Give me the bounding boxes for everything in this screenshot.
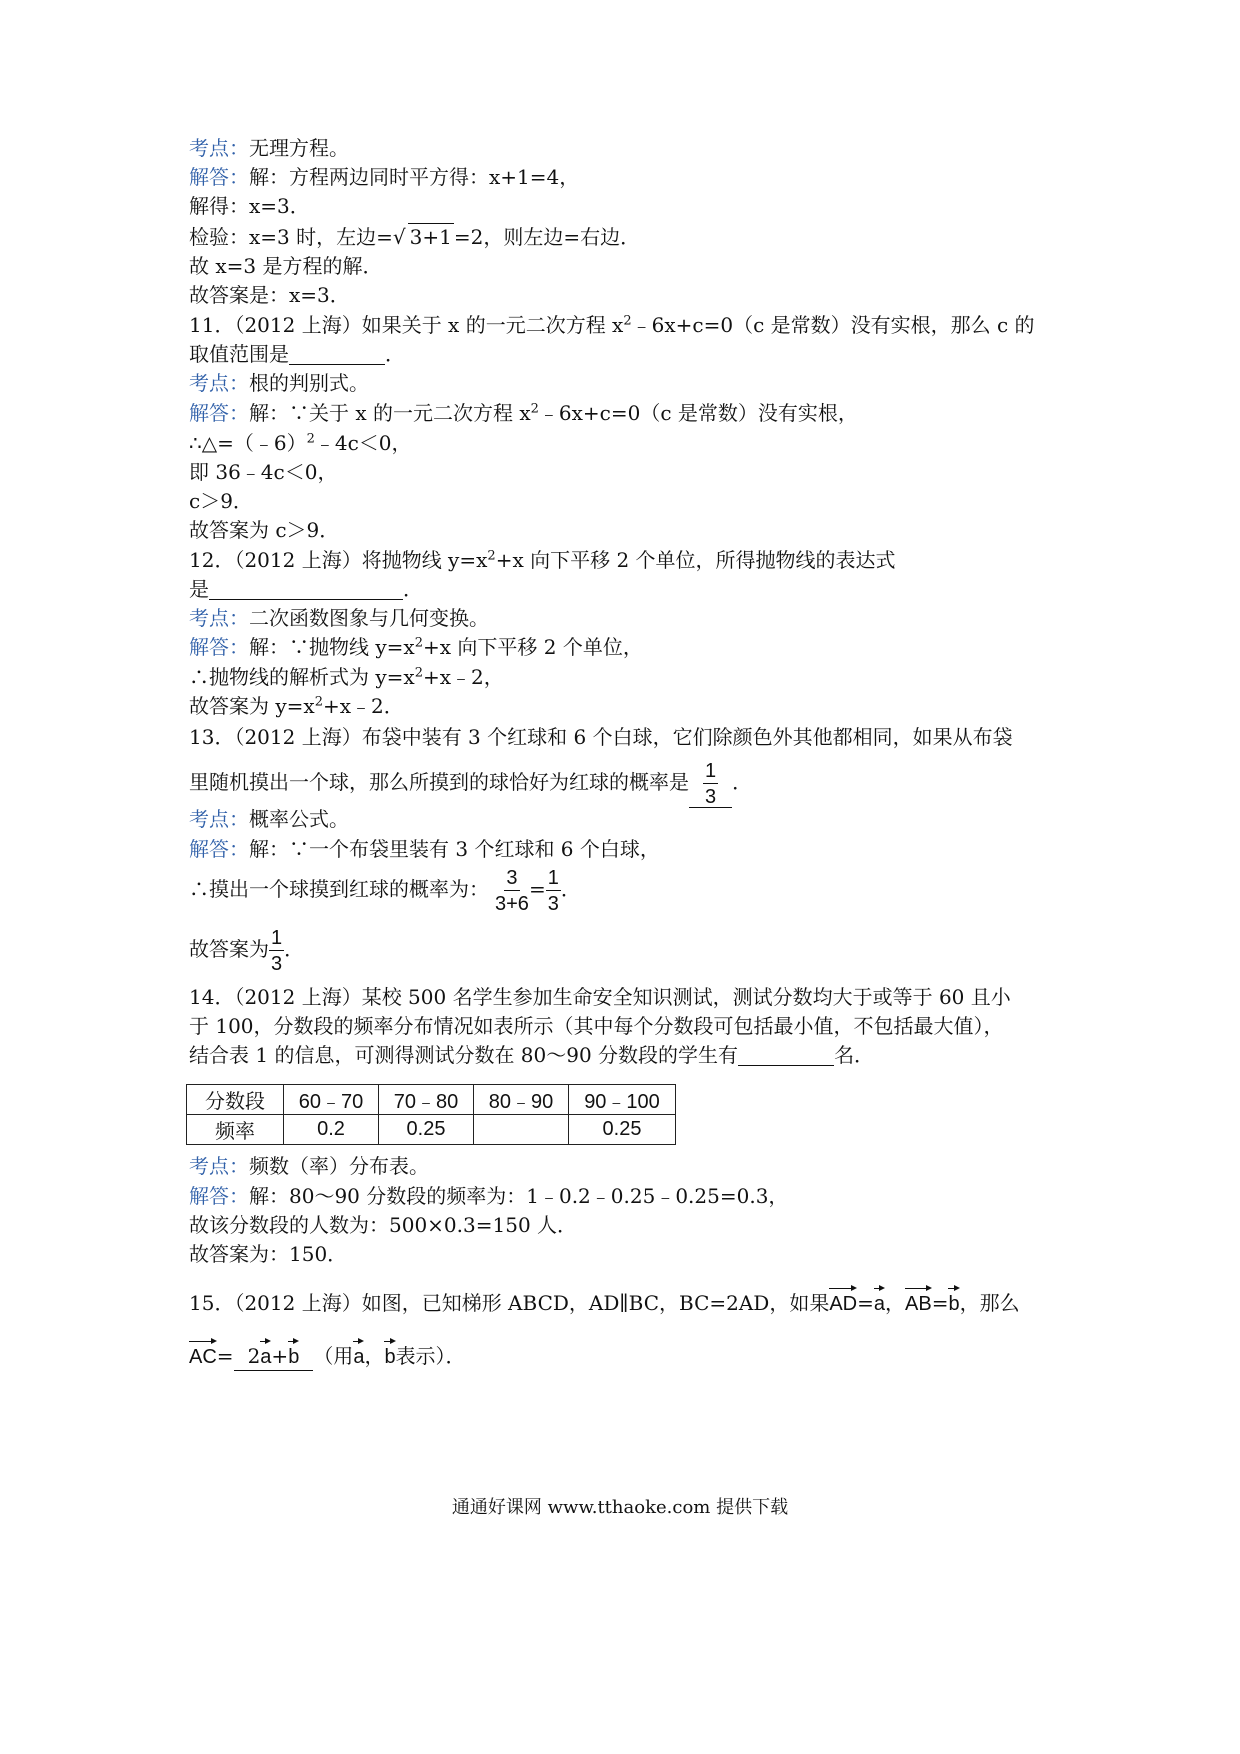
fraction: $\frac{1}{3}$ bbox=[547, 866, 559, 915]
line-result: c＞9． bbox=[189, 489, 253, 513]
vector-ad: AD bbox=[829, 1293, 858, 1315]
vector-a: a bbox=[873, 1293, 886, 1315]
vector-b: b bbox=[948, 1293, 960, 1315]
table-header-cell: 80﹣90 bbox=[474, 1085, 569, 1115]
table-cell: 0.2 bbox=[284, 1115, 379, 1145]
question-12-cont: 是 ． bbox=[189, 577, 423, 601]
question-14-cont1: 于 100，分数段的频率分布情况如表所示（其中每个分数段可包括最小值，不包括最大值）， bbox=[189, 1014, 1004, 1038]
line-kaodian-12: 考点：二次函数图象与几何变换。 bbox=[189, 606, 489, 630]
label-jieda: 解答： bbox=[189, 401, 249, 425]
label-jieda: 解答： bbox=[189, 165, 249, 189]
table-cell: 0.25 bbox=[569, 1115, 676, 1145]
vector-ab: AB bbox=[905, 1293, 932, 1315]
vector-a: a bbox=[260, 1346, 272, 1368]
line-count: 故该分数段的人数为：500×0.3=150 人． bbox=[189, 1213, 578, 1237]
label-kaodian: 考点： bbox=[189, 807, 249, 831]
fraction: $\frac{1}{3}$ bbox=[705, 759, 717, 808]
label-jieda: 解答： bbox=[189, 635, 249, 659]
line-answer-13: 故答案为 $\frac{1}{3}$ ． bbox=[189, 926, 305, 975]
line-jieda-10: 解答：解：方程两边同时平方得：x+1=4， bbox=[189, 165, 580, 189]
line-answer-12: 故答案为 $y=x^2+x﹣2$． bbox=[189, 694, 404, 718]
table-header-cell: 90﹣100 bbox=[569, 1085, 676, 1115]
question-13-cont: 里随机摸出一个球，那么所摸到的球恰好为红球的概率是 $\frac{1}{3}$ ． bbox=[189, 759, 753, 808]
vector-b: b bbox=[384, 1346, 396, 1368]
table-row bbox=[187, 1115, 676, 1145]
label-jieda: 解答： bbox=[189, 1184, 249, 1208]
question-12: 12．（2012 上海）将抛物线 $y=x^2+x$ 向下平移 2 个单位，所得抛物线的表达式 bbox=[189, 548, 896, 572]
line-parabola: ∴抛物线的解析式为 $y=x^2+x﹣2$， bbox=[189, 665, 504, 689]
label-kaodian: 考点： bbox=[189, 606, 249, 630]
line-jieda-14: 解答：解：80～90 分数段的频率为：1﹣0.2﹣0.25﹣0.25=0.3， bbox=[189, 1184, 789, 1208]
fraction: $\frac{1}{3}$ bbox=[271, 926, 283, 975]
label-jieda: 解答： bbox=[189, 837, 249, 861]
line-answer-14: 故答案为：150． bbox=[189, 1242, 348, 1266]
table-cell: 0.25 bbox=[379, 1115, 474, 1145]
page-footer: 通通好课网 www.tthaoke.com 提供下载 bbox=[451, 1497, 789, 1518]
table-cell bbox=[474, 1115, 569, 1145]
line-check: 检验：x=3 时，左边=√ 3+1 =2，则左边=右边． bbox=[189, 225, 641, 249]
question-15-cont: AC= 2a+b （用a，b表示）． bbox=[189, 1343, 466, 1371]
answer-blank bbox=[209, 579, 403, 600]
question-14-cont2: 结合表 1 的信息，可测得测试分数在 80～90 分数段的学生有 名． bbox=[189, 1043, 875, 1067]
question-13: 13．（2012 上海）布袋中装有 3 个红球和 6 个白球，它们除颜色外其他都相同，如果从布袋 bbox=[189, 725, 1013, 749]
answer-blank bbox=[689, 758, 732, 808]
label-kaodian: 考点： bbox=[189, 371, 249, 395]
vector-a: a bbox=[353, 1346, 365, 1368]
line-jieda-11: 解答：解：∵关于 x 的一元二次方程 $x^2﹣6x+c=0(c$ 是常数）没有实根， bbox=[189, 401, 858, 425]
sqrt-icon: √ bbox=[392, 225, 406, 249]
line-kaodian-13: 考点：概率公式。 bbox=[189, 807, 349, 831]
answer-blank bbox=[289, 344, 385, 365]
line-jieda-13: 解答：解：∵一个布袋里装有 3 个红球和 6 个白球， bbox=[189, 837, 660, 861]
line-answer-11: 故答案为 c＞9． bbox=[189, 518, 340, 542]
line-answer-10: 故答案是：x=3． bbox=[189, 283, 350, 307]
fraction: $\frac{3}{3+6}$ bbox=[495, 866, 529, 915]
table-cell: 频率 bbox=[187, 1115, 284, 1145]
line-discriminant: ∴△=（﹣6）$^2$﹣4c＜0， bbox=[189, 431, 412, 455]
line-conclusion: 故 x=3 是方程的解． bbox=[189, 254, 383, 278]
question-15: 15．（2012 上海）如图，已知梯形 ABCD，AD∥BC，BC=2AD，如果AD=a，AB=b，那么 bbox=[189, 1291, 1020, 1315]
line-kaodian-11: 考点：根的判别式。 bbox=[189, 371, 369, 395]
frequency-table bbox=[186, 1084, 676, 1145]
line-kaodian-10: 考点：无理方程。 bbox=[189, 136, 349, 160]
vector-b: b bbox=[288, 1346, 300, 1368]
question-11-cont: 取值范围是 ． bbox=[189, 342, 405, 366]
table-header-cell: 60﹣70 bbox=[284, 1085, 379, 1115]
answer-blank: 2a+b bbox=[234, 1343, 314, 1371]
question-11: 11．（2012 上海）如果关于 x 的一元二次方程 $x^2﹣6x+c=0(c$ 是常数）没有实根，那么 c 的 bbox=[189, 313, 1035, 337]
line-jieda-12: 解答：解：∵抛物线 $y=x^2+x$ 向下平移 2 个单位， bbox=[189, 635, 643, 659]
label-kaodian: 考点： bbox=[189, 1154, 249, 1178]
label-kaodian: 考点： bbox=[189, 136, 249, 160]
line-solution: 解得：x=3． bbox=[189, 194, 310, 218]
question-14: 14．（2012 上海）某校 500 名学生参加生命安全知识测试，测试分数均大于或等于 60 且小 bbox=[189, 985, 1011, 1009]
answer-blank bbox=[738, 1045, 834, 1066]
table-row bbox=[187, 1085, 676, 1115]
line-probability: ∴摸出一个球摸到红球的概率为： $\frac{3}{3+6}$ = $\frac{1}{3}$ ． bbox=[189, 866, 581, 915]
table-header-cell: 70﹣80 bbox=[379, 1085, 474, 1115]
table-header-cell: 分数段 bbox=[187, 1085, 284, 1115]
vector-ac: AC bbox=[189, 1346, 217, 1368]
line-inequality: 即 36﹣4c＜0， bbox=[189, 460, 338, 484]
line-kaodian-14: 考点：频数（率）分布表。 bbox=[189, 1154, 429, 1178]
